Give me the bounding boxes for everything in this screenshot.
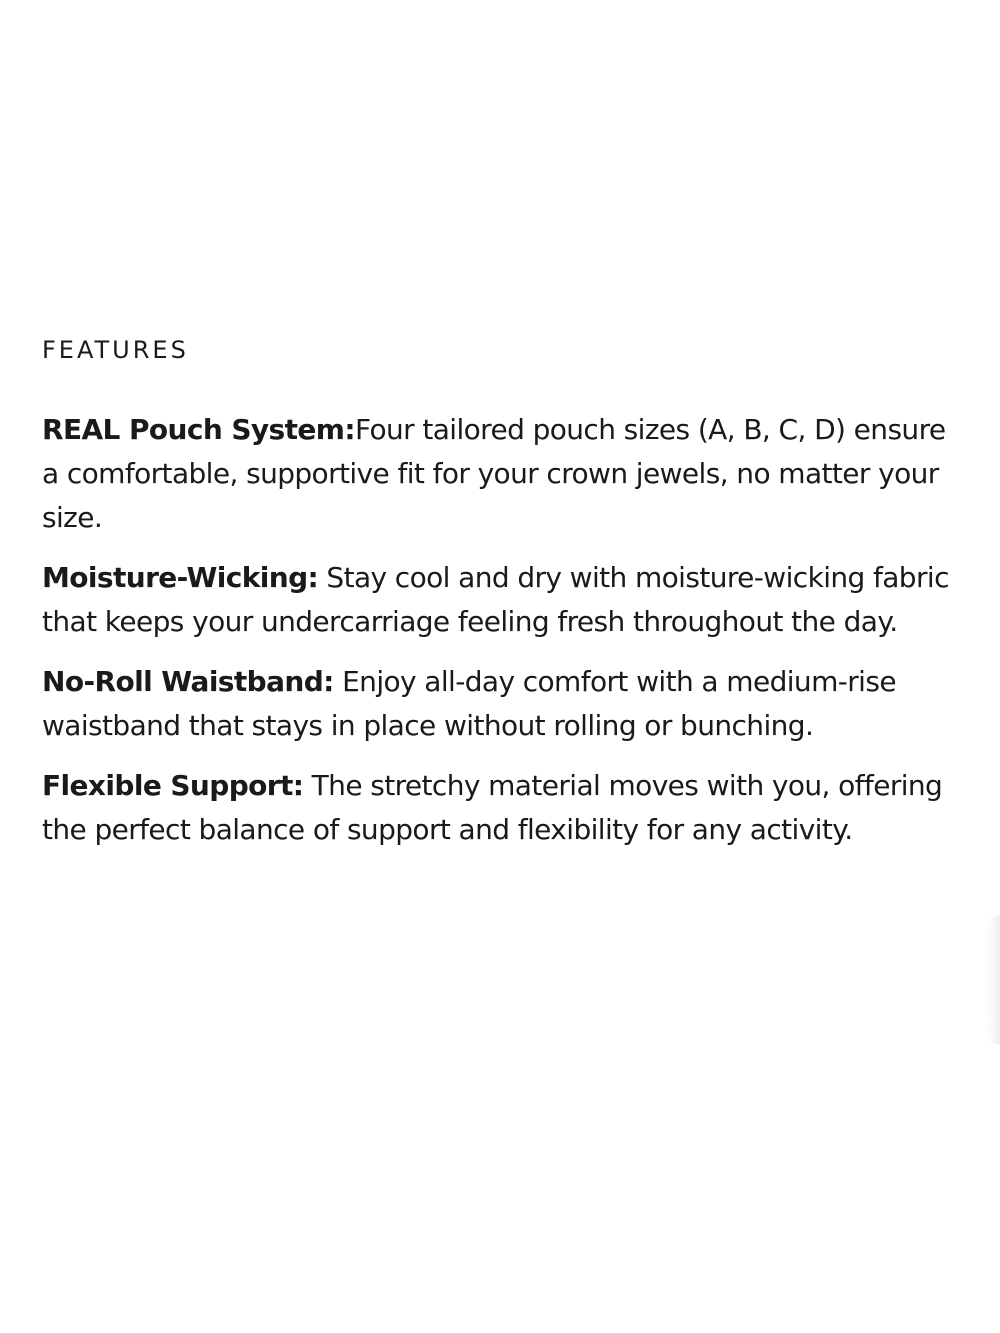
feature-item-no-roll-waistband bbox=[42, 660, 962, 748]
feature-title: REAL Pouch System: bbox=[42, 413, 355, 446]
feature-text: Enjoy all-day comfort with a medium-rise waistband that stays in place without rolling or bunching. bbox=[42, 665, 896, 742]
section-heading: FEATURES bbox=[42, 336, 189, 364]
feature-title: Moisture-Wicking: bbox=[42, 561, 319, 594]
feature-text: Stay cool and dry with moisture-wicking fabric that keeps your undercarriage feeling fresh throughout the day. bbox=[42, 561, 949, 638]
features-panel bbox=[42, 334, 962, 868]
feature-text: The stretchy material moves with you, offering the perfect balance of support and flexibility for any activity. bbox=[42, 769, 943, 846]
feature-item-pouch-system bbox=[42, 408, 962, 540]
feature-title: No-Roll Waistband: bbox=[42, 665, 334, 698]
edge-shadow-decoration bbox=[986, 915, 1000, 1045]
feature-text: Four tailored pouch sizes (A, B, C, D) ensure a comfortable, supportive fit for your crown jewels, no matter your size. bbox=[42, 413, 946, 534]
feature-title: Flexible Support: bbox=[42, 769, 304, 802]
feature-item-flexible-support bbox=[42, 764, 962, 852]
feature-item-moisture-wicking bbox=[42, 556, 962, 644]
